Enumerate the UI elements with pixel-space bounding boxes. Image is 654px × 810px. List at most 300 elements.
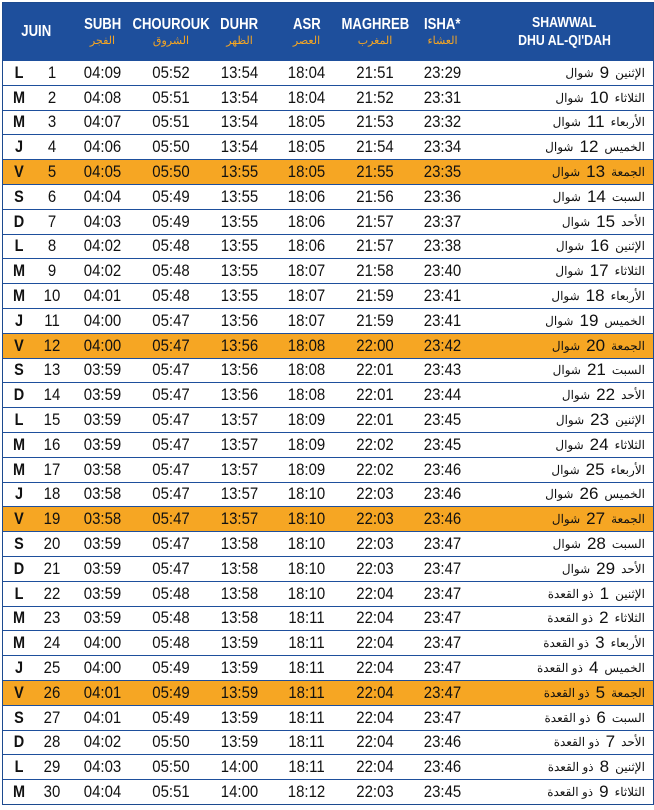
weekday-letter: M (12, 286, 26, 306)
arabic-weekday: الثلاثاء (614, 90, 645, 105)
hijri-date (475, 261, 653, 281)
weekday-letter: M (12, 261, 26, 281)
chourouk-time: 05:50 (152, 137, 190, 157)
asr-time: 18:09 (287, 459, 326, 479)
hijri-date (475, 708, 653, 728)
duhr-time: 13:57 (220, 484, 259, 504)
hijri-month: ذو القعدة (547, 611, 594, 626)
duhr-time: 13:55 (220, 286, 259, 306)
hijri-day: 15 (596, 211, 616, 231)
header-col-arabic: الفجر (89, 35, 116, 47)
chourouk-time: 05:47 (152, 360, 190, 380)
asr-time: 18:11 (288, 707, 325, 727)
hijri-date (475, 88, 653, 108)
date-number: 11 (44, 310, 60, 330)
header-col-arabic: العشاء (427, 35, 458, 47)
isha-time: 23:47 (423, 707, 462, 727)
hijri-day: 16 (590, 236, 610, 256)
date-number: 7 (47, 211, 57, 231)
duhr-time: 13:59 (220, 732, 259, 752)
isha-time: 23:32 (423, 112, 462, 132)
hijri-date (475, 757, 653, 777)
chourouk-time: 05:47 (152, 310, 190, 330)
table-row (3, 779, 653, 804)
duhr-time: 13:54 (220, 137, 259, 157)
hijri-day: 24 (589, 434, 609, 454)
hijri-date (475, 559, 653, 579)
date-number: 23 (43, 608, 61, 628)
hijri-month: شوال (551, 512, 581, 527)
hijri-day: 27 (586, 509, 606, 529)
maghreb-time: 21:53 (356, 112, 394, 132)
header-col-asr (273, 3, 340, 60)
weekday-letter: M (12, 459, 26, 479)
subh-time: 04:04 (83, 186, 122, 206)
weekday-letter: M (12, 434, 26, 454)
hijri-date (475, 534, 653, 554)
subh-time: 04:08 (83, 87, 122, 107)
asr-time: 18:10 (287, 484, 326, 504)
date-number: 5 (47, 162, 57, 182)
subh-time: 04:01 (83, 682, 122, 702)
table-row (3, 606, 653, 631)
subh-time: 03:59 (83, 583, 122, 603)
isha-time: 23:45 (423, 782, 462, 801)
date-number: 18 (43, 484, 61, 504)
table-row (3, 457, 653, 482)
table-row (3, 482, 653, 507)
isha-time: 23:34 (423, 137, 462, 157)
weekday-letter: S (14, 534, 24, 554)
duhr-time: 13:57 (220, 459, 259, 479)
hijri-month: شوال (555, 239, 585, 254)
arabic-weekday: الثلاثاء (614, 437, 645, 452)
date-number: 15 (43, 410, 61, 430)
chourouk-time: 05:47 (152, 534, 190, 554)
asr-time: 18:10 (287, 534, 326, 554)
header-islamic-title-2: DHU AL-QI'DAH (517, 31, 611, 49)
weekday-letter: M (12, 87, 26, 107)
isha-time: 23:46 (423, 757, 462, 777)
subh-time: 03:58 (83, 509, 122, 529)
arabic-weekday: الإثنين (615, 239, 645, 254)
weekday-letter: L (14, 62, 24, 82)
subh-time: 04:04 (83, 782, 122, 801)
hijri-month: شوال (555, 437, 584, 452)
duhr-time: 13:58 (220, 583, 259, 603)
hijri-day: 23 (590, 410, 610, 430)
isha-time: 23:38 (423, 236, 462, 256)
header-col-name: CHOUROUK (132, 16, 210, 33)
chourouk-time: 05:47 (152, 484, 190, 504)
date-number: 8 (47, 236, 57, 256)
hijri-month: شوال (565, 65, 594, 80)
duhr-time: 13:57 (220, 509, 259, 529)
isha-time: 23:47 (423, 633, 462, 653)
asr-time: 18:05 (287, 162, 326, 182)
hijri-date (475, 162, 653, 182)
maghreb-time: 22:01 (356, 360, 394, 380)
hijri-month: شوال (552, 537, 581, 552)
arabic-weekday: الخميس (604, 661, 645, 676)
date-number: 2 (47, 87, 57, 107)
arabic-weekday: الأربعاء (610, 289, 645, 304)
table-row (3, 581, 653, 606)
arabic-weekday: السبت (611, 537, 645, 552)
header-col-isha (410, 3, 475, 60)
arabic-weekday: الأربعاء (610, 115, 645, 130)
weekday-letter: S (14, 186, 24, 206)
isha-time: 23:46 (423, 484, 462, 504)
subh-time: 04:03 (83, 757, 122, 777)
maghreb-time: 22:04 (356, 732, 394, 752)
arabic-weekday: الخميس (604, 487, 645, 502)
hijri-month: شوال (552, 189, 581, 204)
chourouk-time: 05:48 (152, 608, 190, 628)
arabic-weekday: الأحد (621, 735, 645, 750)
table-row (3, 234, 653, 259)
asr-time: 18:11 (288, 658, 325, 678)
isha-time: 23:45 (423, 410, 462, 430)
hijri-month: ذو القعدة (543, 685, 590, 700)
chourouk-time: 05:49 (152, 707, 190, 727)
hijri-date (475, 212, 653, 232)
header-col-name: MAGHREB (341, 16, 409, 33)
asr-time: 18:12 (287, 782, 326, 801)
hijri-month: شوال (545, 487, 574, 502)
hijri-month: شوال (561, 388, 591, 403)
subh-time: 03:59 (83, 410, 122, 430)
arabic-weekday: الجمعة (611, 685, 645, 700)
weekday-letter: V (14, 335, 24, 355)
date-number: 19 (43, 509, 61, 529)
arabic-weekday: الجمعة (611, 338, 645, 353)
hijri-month: شوال (545, 140, 574, 155)
chourouk-time: 05:50 (152, 162, 190, 182)
date-number: 22 (43, 583, 61, 603)
weekday-letter: V (14, 682, 24, 702)
maghreb-time: 22:04 (356, 707, 394, 727)
table-row (3, 184, 653, 209)
chourouk-time: 05:47 (152, 434, 190, 454)
maghreb-time: 21:54 (356, 137, 394, 157)
hijri-day: 19 (579, 310, 599, 330)
duhr-time: 13:57 (220, 410, 259, 430)
table-row (3, 754, 653, 779)
hijri-day: 17 (589, 261, 609, 281)
table-row (3, 382, 653, 407)
asr-time: 18:11 (288, 682, 325, 702)
hijri-month: شوال (552, 115, 581, 130)
header-col-maghreb (340, 3, 410, 60)
hijri-date (475, 112, 653, 132)
table-row (3, 85, 653, 110)
chourouk-time: 05:49 (152, 682, 190, 702)
hijri-day: 11 (586, 112, 605, 132)
date-number: 24 (43, 633, 61, 653)
isha-time: 23:43 (423, 360, 462, 380)
hijri-month: شوال (545, 313, 574, 328)
hijri-day: 18 (585, 286, 605, 306)
subh-time: 03:59 (83, 434, 122, 454)
arabic-weekday: الجمعة (611, 512, 645, 527)
chourouk-time: 05:50 (152, 757, 190, 777)
chourouk-time: 05:51 (152, 87, 190, 107)
table-row (3, 531, 653, 556)
hijri-date (475, 633, 653, 653)
weekday-letter: V (14, 509, 24, 529)
maghreb-time: 22:04 (356, 757, 394, 777)
hijri-month: شوال (551, 338, 581, 353)
hijri-month: ذو القعدة (547, 586, 594, 601)
weekday-letter: M (12, 782, 26, 801)
duhr-time: 13:56 (220, 335, 259, 355)
isha-time: 23:37 (423, 211, 462, 231)
date-number: 30 (43, 782, 61, 801)
subh-time: 03:58 (83, 484, 122, 504)
subh-time: 04:07 (83, 112, 122, 132)
asr-time: 18:11 (288, 757, 325, 777)
maghreb-time: 22:02 (356, 434, 394, 454)
chourouk-time: 05:48 (152, 286, 190, 306)
asr-time: 18:08 (287, 335, 326, 355)
header-col-arabic: العصر (292, 35, 321, 47)
hijri-date (475, 336, 653, 356)
hijri-date (475, 360, 653, 380)
arabic-weekday: الأربعاء (610, 462, 645, 477)
maghreb-time: 22:03 (356, 782, 394, 801)
arabic-weekday: الجمعة (611, 165, 645, 180)
header-col-arabic: المغرب (357, 35, 393, 47)
table-row (3, 134, 653, 159)
maghreb-time: 22:03 (356, 558, 394, 578)
chourouk-time: 05:47 (152, 335, 190, 355)
chourouk-time: 05:51 (152, 112, 190, 132)
arabic-weekday: الخميس (604, 313, 645, 328)
date-number: 6 (47, 186, 57, 206)
hijri-date (475, 782, 653, 802)
date-number: 27 (43, 707, 61, 727)
maghreb-time: 21:58 (356, 261, 394, 281)
subh-time: 04:00 (83, 310, 122, 330)
hijri-day: 26 (579, 484, 599, 504)
asr-time: 18:07 (287, 261, 326, 281)
chourouk-time: 05:47 (152, 558, 190, 578)
weekday-letter: L (14, 410, 24, 430)
hijri-date (475, 484, 653, 504)
duhr-time: 13:57 (220, 434, 259, 454)
duhr-time: 13:55 (220, 211, 259, 231)
maghreb-time: 22:04 (356, 682, 394, 702)
chourouk-time: 05:47 (152, 410, 190, 430)
table-row (3, 60, 653, 85)
subh-time: 04:05 (83, 162, 122, 182)
isha-time: 23:47 (423, 558, 462, 578)
date-number: 9 (47, 261, 57, 281)
hijri-day: 20 (586, 335, 606, 355)
asr-time: 18:10 (287, 558, 326, 578)
table-row (3, 680, 653, 705)
table-row (3, 110, 653, 135)
duhr-time: 13:55 (220, 261, 259, 281)
chourouk-time: 05:51 (152, 782, 190, 801)
isha-time: 23:40 (423, 261, 462, 281)
isha-time: 23:44 (423, 385, 462, 405)
table-row (3, 209, 653, 234)
duhr-time: 13:59 (220, 633, 259, 653)
weekday-letter: L (14, 757, 24, 777)
asr-time: 18:07 (287, 286, 326, 306)
hijri-date (475, 137, 653, 157)
hijri-day: 22 (596, 385, 616, 405)
isha-time: 23:36 (423, 186, 462, 206)
asr-time: 18:04 (287, 87, 326, 107)
date-number: 14 (43, 385, 61, 405)
hijri-day: 2 (599, 608, 609, 628)
date-number: 17 (43, 459, 61, 479)
isha-time: 23:31 (423, 87, 462, 107)
isha-time: 23:47 (423, 658, 462, 678)
arabic-weekday: الأحد (621, 561, 645, 576)
date-number: 13 (43, 360, 61, 380)
arabic-weekday: الأحد (621, 214, 645, 229)
arabic-weekday: السبت (611, 363, 645, 378)
hijri-month: شوال (561, 561, 591, 576)
hijri-date (475, 187, 653, 207)
hijri-date (475, 410, 653, 430)
weekday-letter: J (14, 484, 24, 504)
hijri-date (475, 509, 653, 529)
maghreb-time: 22:04 (356, 658, 394, 678)
chourouk-time: 05:47 (152, 509, 190, 529)
duhr-time: 13:59 (220, 658, 259, 678)
arabic-weekday: الإثنين (615, 760, 645, 775)
date-number: 12 (43, 335, 61, 355)
table-row (3, 407, 653, 432)
table-row (3, 655, 653, 680)
weekday-letter: J (14, 137, 24, 157)
hijri-day: 1 (599, 583, 610, 603)
chourouk-time: 05:52 (152, 62, 190, 82)
weekday-letter: D (13, 211, 25, 231)
maghreb-time: 22:04 (356, 583, 394, 603)
duhr-time: 13:55 (220, 236, 259, 256)
hijri-date (475, 460, 653, 480)
hijri-month: شوال (551, 462, 580, 477)
maghreb-time: 22:02 (356, 459, 394, 479)
weekday-letter: V (14, 162, 24, 182)
table-row (3, 432, 653, 457)
header-col-chourouk (132, 3, 210, 60)
hijri-day: 29 (596, 558, 616, 578)
maghreb-time: 22:03 (356, 484, 394, 504)
table-body (3, 60, 653, 804)
chourouk-time: 05:49 (152, 658, 190, 678)
hijri-date (475, 658, 653, 678)
subh-time: 03:58 (83, 459, 122, 479)
hijri-date (475, 236, 653, 256)
subh-time: 03:59 (83, 385, 122, 405)
arabic-weekday: الخميس (604, 140, 645, 155)
hijri-month: شوال (551, 165, 581, 180)
weekday-letter: S (14, 707, 24, 727)
hijri-month: ذو القعدة (547, 760, 594, 775)
asr-time: 18:11 (288, 633, 325, 653)
maghreb-time: 21:51 (356, 62, 394, 82)
header-col-arabic: الظهر (226, 35, 253, 47)
duhr-time: 13:58 (220, 558, 259, 578)
isha-time: 23:42 (423, 335, 462, 355)
maghreb-time: 21:56 (356, 186, 394, 206)
date-number: 28 (43, 732, 61, 752)
header-col-name: SUBH (83, 16, 122, 33)
date-number: 21 (43, 558, 61, 578)
hijri-day: 6 (596, 707, 606, 727)
chourouk-time: 05:49 (152, 211, 190, 231)
hijri-day: 13 (586, 162, 606, 182)
asr-time: 18:11 (288, 732, 325, 752)
hijri-date (475, 683, 653, 703)
table-row (3, 630, 653, 655)
asr-time: 18:10 (287, 583, 326, 603)
asr-time: 18:06 (287, 186, 326, 206)
isha-time: 23:47 (423, 583, 462, 603)
hijri-date (475, 584, 653, 604)
header-col-name: ASR (292, 16, 321, 33)
asr-time: 18:08 (287, 360, 326, 380)
chourouk-time: 05:48 (152, 633, 190, 653)
hijri-month: شوال (555, 90, 584, 105)
hijri-date (475, 732, 653, 752)
isha-time: 23:41 (423, 286, 462, 306)
table-row (3, 308, 653, 333)
header-islamic-month (475, 3, 653, 60)
header-month-label: JUIN (21, 23, 51, 40)
duhr-time: 13:54 (220, 62, 259, 82)
table-row (3, 358, 653, 383)
date-number: 1 (47, 62, 57, 82)
weekday-letter: M (12, 608, 26, 628)
isha-time: 23:46 (423, 732, 462, 752)
duhr-time: 13:54 (220, 87, 259, 107)
weekday-letter: D (13, 558, 25, 578)
subh-time: 03:59 (83, 558, 122, 578)
date-number: 25 (43, 658, 61, 678)
subh-time: 04:00 (83, 335, 122, 355)
hijri-day: 14 (586, 186, 606, 206)
duhr-time: 13:54 (220, 112, 259, 132)
maghreb-time: 22:03 (356, 509, 394, 529)
asr-time: 18:05 (287, 137, 326, 157)
hijri-day: 4 (588, 658, 599, 678)
subh-time: 04:02 (83, 261, 122, 281)
maghreb-time: 22:01 (356, 385, 394, 405)
date-number: 10 (43, 286, 61, 306)
isha-time: 23:47 (423, 608, 462, 628)
table-row (3, 159, 653, 184)
arabic-weekday: السبت (611, 710, 645, 725)
weekday-letter: D (13, 385, 25, 405)
maghreb-time: 21:57 (356, 211, 394, 231)
asr-time: 18:09 (287, 434, 326, 454)
duhr-time: 13:58 (220, 608, 259, 628)
arabic-weekday: الإثنين (615, 65, 645, 80)
hijri-month: شوال (555, 413, 585, 428)
date-number: 29 (43, 757, 61, 777)
date-number: 4 (47, 137, 57, 157)
maghreb-time: 22:01 (356, 410, 394, 430)
hijri-month: ذو القعدة (547, 785, 594, 799)
